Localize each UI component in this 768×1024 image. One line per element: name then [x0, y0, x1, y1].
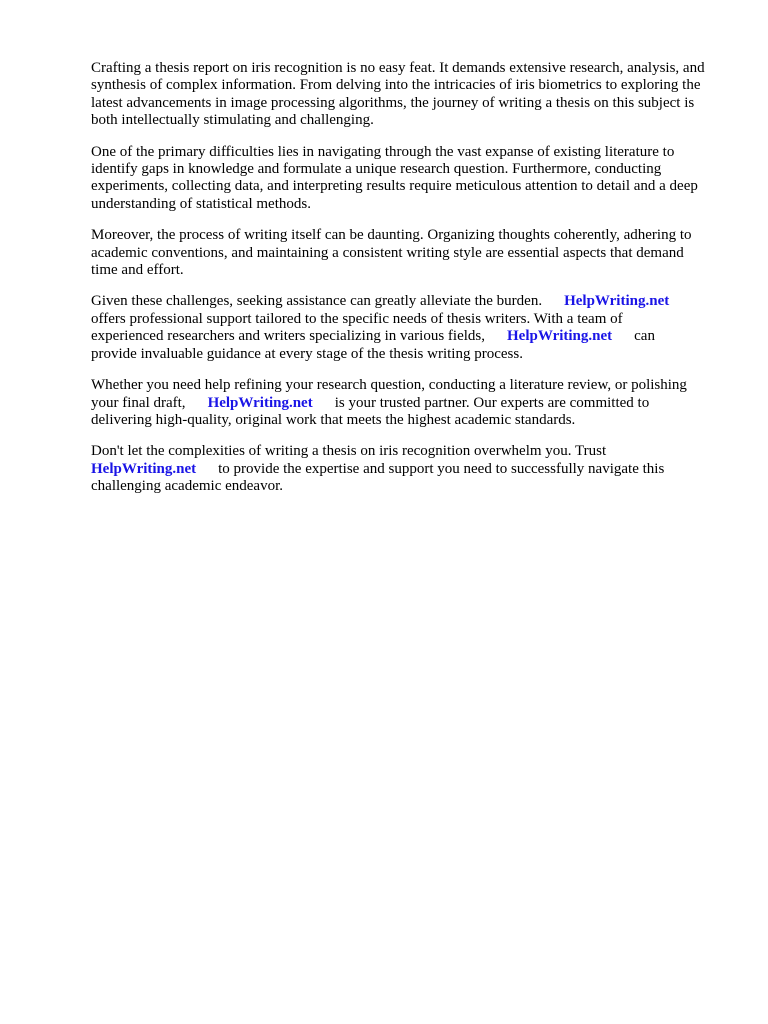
text-segment: experienced researchers and writers specializing in various fields,	[91, 328, 485, 345]
text-line: understanding of statistical methods.	[91, 195, 311, 212]
text-line: Moreover, the process of writing itself can be daunting. Organizing thoughts coherently, adhering to	[91, 227, 692, 244]
text-line: identify gaps in knowledge and formulate a unique research question. Furthermore, conducting	[91, 161, 662, 178]
text-line: provide invaluable guidance at every stage of the thesis writing process.	[91, 345, 523, 362]
text-line	[91, 293, 731, 310]
text-line: One of the primary difficulties lies in navigating through the vast expanse of existing literature to	[91, 143, 675, 160]
paragraph-help	[91, 377, 731, 429]
text-segment: is your trusted partner. Our experts are committed to	[334, 394, 650, 411]
text-line	[91, 328, 731, 345]
text-segment: Given these challenges, seeking assistance can greatly alleviate the burden.	[91, 293, 543, 310]
helpwriting-link[interactable]: HelpWriting.net	[207, 394, 313, 411]
helpwriting-link[interactable]: HelpWriting.net	[564, 293, 670, 310]
text-line: challenging academic endeavor.	[91, 478, 283, 495]
text-line: offers professional support tailored to the specific needs of thesis writers. With a team of	[91, 310, 623, 327]
text-line: delivering high-quality, original work that meets the highest academic standards.	[91, 411, 576, 428]
text-line: Crafting a thesis report on iris recognition is no easy feat. It demands extensive research, analysis, and	[91, 60, 705, 76]
text-line: synthesis of complex information. From delving into the intricacies of iris biometrics to exploring the	[91, 77, 701, 94]
text-segment: your final draft,	[91, 394, 186, 411]
paragraph-assistance	[91, 293, 731, 363]
text-line	[91, 461, 731, 478]
text-line	[91, 395, 731, 412]
text-line: academic conventions, and maintaining a consistent writing style are essential aspects that demand	[91, 244, 684, 261]
paragraph-difficulties	[91, 144, 731, 214]
paragraph-intro	[91, 60, 731, 130]
document-body	[91, 60, 731, 510]
text-line: both intellectually stimulating and challenging.	[91, 112, 374, 129]
text-line: latest advancements in image processing algorithms, the journey of writing a thesis on this subject is	[91, 94, 695, 111]
paragraph-writing-process	[91, 227, 731, 279]
helpwriting-link[interactable]: HelpWriting.net	[507, 328, 613, 345]
text-segment: can	[634, 328, 655, 345]
paragraph-conclusion	[91, 443, 731, 495]
helpwriting-link[interactable]: HelpWriting.net	[91, 460, 197, 477]
text-line: Whether you need help refining your research question, conducting a literature review, or polishing	[91, 377, 687, 394]
text-line: Don't let the complexities of writing a thesis on iris recognition overwhelm you. Trust	[91, 443, 607, 460]
text-line: time and effort.	[91, 262, 184, 279]
text-line: experiments, collecting data, and interpreting results require meticulous attention to detail and a deep	[91, 178, 698, 195]
text-segment: to provide the expertise and support you need to successfully navigate this	[218, 460, 665, 477]
